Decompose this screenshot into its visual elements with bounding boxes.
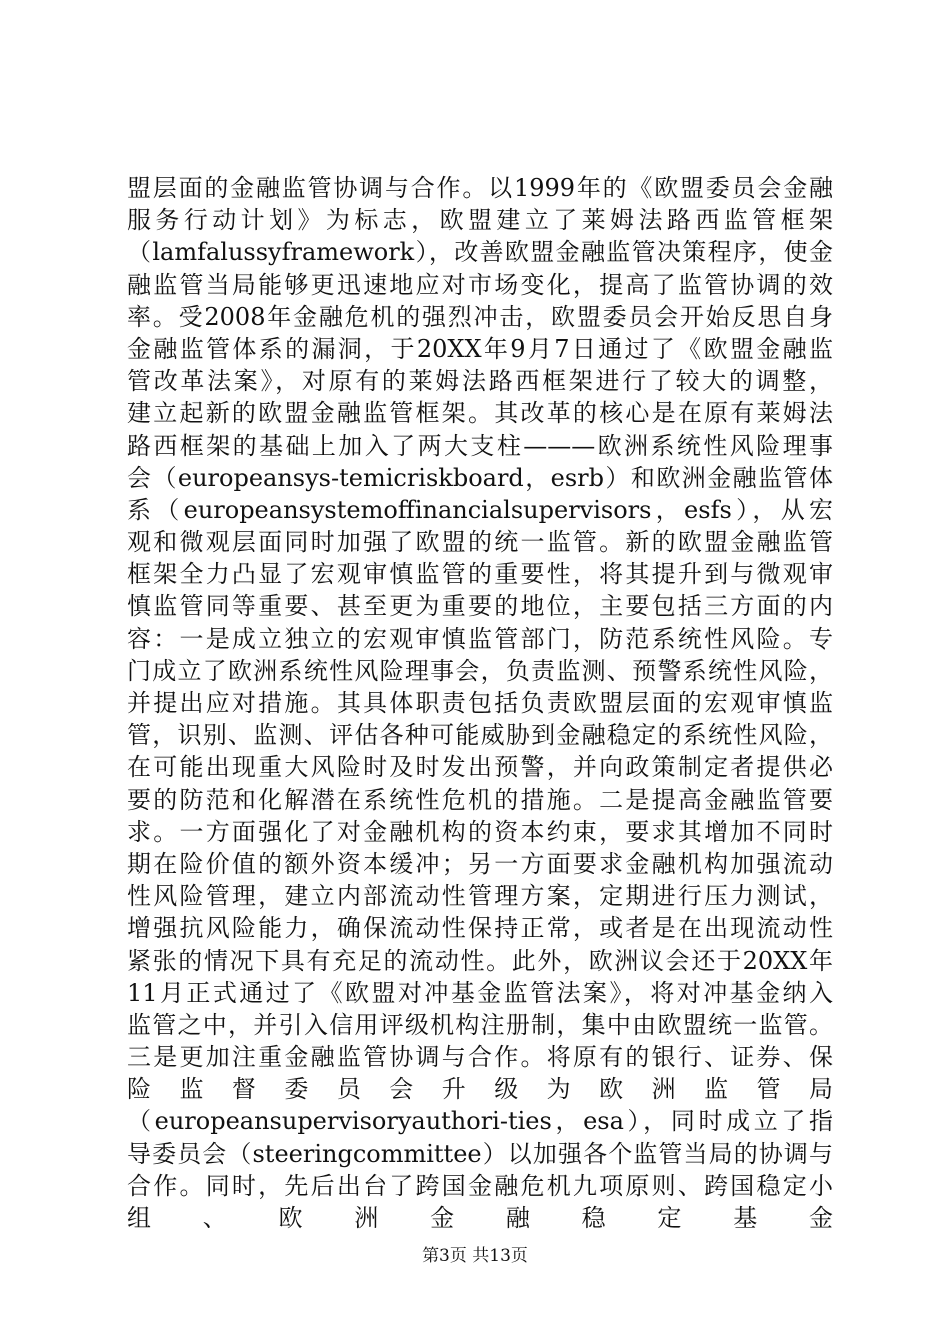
text-line-28: 三是更加注重金融监管协调与合作。将原有的银行、证券、保 xyxy=(127,1043,833,1072)
text-line-13: 框架全力凸显了宏观审慎监管的重要性，将其提升到与微观审 xyxy=(127,560,833,589)
text-line-16: 门成立了欧洲系统性风险理事会，负责监测、预警系统性风险， xyxy=(127,656,833,685)
text-line-12: 观和微观层面同时加强了欧盟的统一监管。新的欧盟金融监管 xyxy=(127,528,833,557)
text-line-11: 系（europeansystemoffinancialsupervisors，esfs），从宏 xyxy=(127,495,833,524)
document-body xyxy=(127,172,833,1234)
text-line-14: 慎监管同等重要、甚至更为重要的地位，主要包括三方面的内 xyxy=(127,592,833,621)
text-line-26: 11月正式通过了《欧盟对冲基金监管法案》，将对冲基金纳入 xyxy=(127,978,833,1007)
text-line-17: 并提出应对措施。其具体职责包括负责欧盟层面的宏观审慎监 xyxy=(127,689,833,717)
text-line-32: 合作。同时，先后出台了跨国金融危机九项原则、跨国稳定小 xyxy=(127,1171,833,1200)
text-line-6: 金融监管体系的漏洞，于20XX年9月7日通过了《欧盟金融监 xyxy=(127,334,833,363)
text-line-2: 服务行动计划》为标志，欧盟建立了莱姆法路西监管框架 xyxy=(127,206,833,235)
text-line-21: 求。一方面强化了对金融机构的资本约束，要求其增加不同时 xyxy=(127,817,833,846)
text-line-8: 建立起新的欧盟金融监管框架。其改革的核心是在原有莱姆法 xyxy=(127,399,833,428)
text-line-24: 增强抗风险能力，确保流动性保持正常，或者是在出现流动性 xyxy=(127,914,833,943)
page-number-footer: 第3页 共13页 xyxy=(422,1246,528,1266)
text-line-18: 管，识别、监测、评估各种可能威胁到金融稳定的系统性风险， xyxy=(127,721,833,750)
text-line-9: 路西框架的基础上加入了两大支柱———欧洲系统性风险理事 xyxy=(127,431,833,460)
text-line-23: 性风险管理，建立内部流动性管理方案，定期进行压力测试， xyxy=(127,882,833,911)
text-line-19: 在可能出现重大风险时及时发出预警，并向政策制定者提供必 xyxy=(127,753,833,782)
text-line-3: （lamfalussyframework），改善欧盟金融监管决策程序，使金 xyxy=(127,238,833,267)
text-line-31: 导委员会（steeringcommittee）以加强各个监管当局的协调与 xyxy=(127,1139,833,1168)
text-line-7: 管改革法案》，对原有的莱姆法路西框架进行了较大的调整， xyxy=(127,367,833,396)
text-line-33: 组 、 欧 洲 金 融 稳 定 基 金 xyxy=(127,1204,833,1232)
text-line-5: 率。受2008年金融危机的强烈冲击，欧盟委员会开始反思自身 xyxy=(127,302,833,331)
text-line-15: 容：一是成立独立的宏观审慎监管部门，防范系统性风险。专 xyxy=(127,624,833,653)
text-line-10: 会（europeansys-temicriskboard，esrb）和欧洲金融监管体 xyxy=(127,463,833,492)
text-line-22: 期在险价值的额外资本缓冲；另一方面要求金融机构加强流动 xyxy=(127,849,833,878)
text-line-1: 盟层面的金融监管协调与合作。以1999年的《欧盟委员会金融 xyxy=(127,174,833,202)
text-line-25: 紧张的情况下具有充足的流动性。此外，欧洲议会还于20XX年 xyxy=(127,946,833,975)
text-line-30: （europeansupervisoryauthori-ties，esa），同时成立了指 xyxy=(127,1107,833,1136)
text-line-27: 监管之中，并引入信用评级机构注册制，集中由欧盟统一监管。 xyxy=(127,1010,833,1039)
text-line-20: 要的防范和化解潜在系统性危机的措施。二是提高金融监管要 xyxy=(127,785,833,814)
text-line-4: 融监管当局能够更迅速地应对市场变化，提高了监管协调的效 xyxy=(127,270,833,299)
text-line-29: 险 监 督 委 员 会 升 级 为 欧 洲 监 管 局 xyxy=(127,1075,833,1104)
